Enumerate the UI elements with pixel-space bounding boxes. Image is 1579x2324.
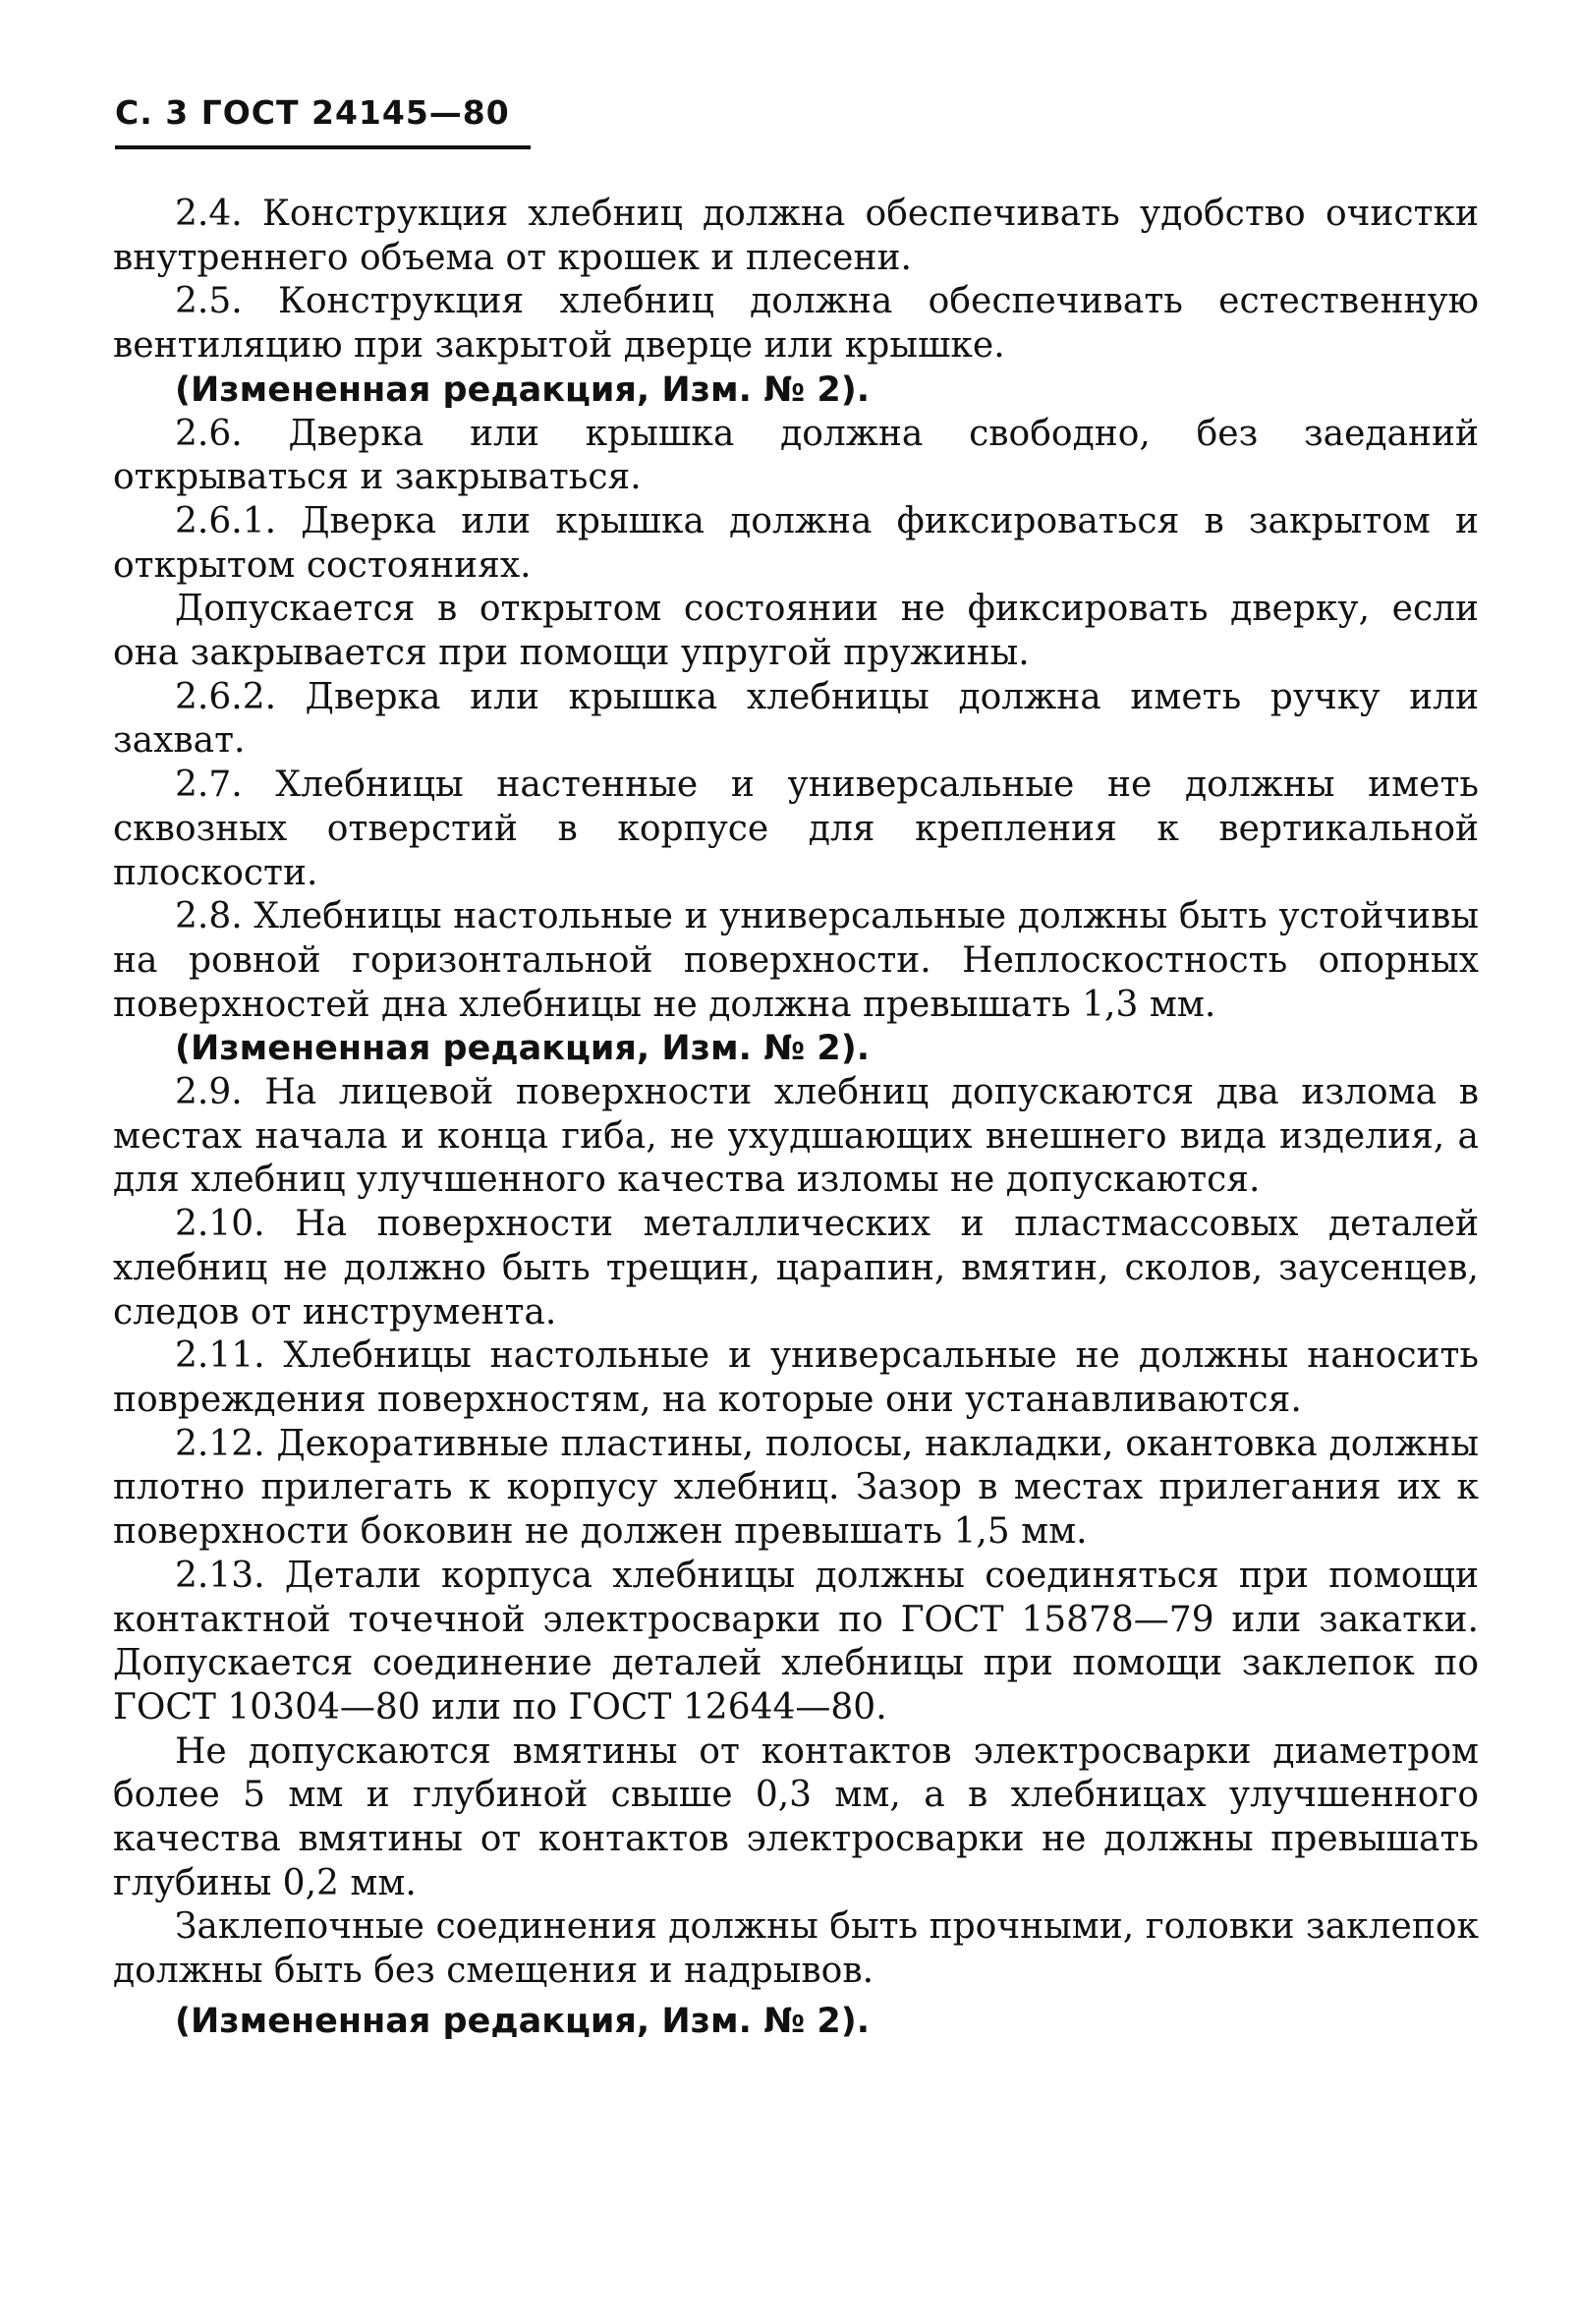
clause-2-6-1: 2.6.1. Дверка или крышка должна фиксироваться в закрытом и открытом состояниях.: [113, 500, 1479, 586]
clause-2-7: 2.7. Хлебницы настенные и универсальные не должны иметь сквозных отверстий в корпусе для крепления к вертикальной плоскости.: [113, 765, 1479, 893]
clause-2-6-2: 2.6.2. Дверка или крышка хлебницы должна иметь ручку или захват.: [113, 676, 1479, 762]
page-header: С. 3 ГОСТ 24145—80: [115, 93, 510, 132]
clause-2-13-dents: Не допускаются вмятины от контактов электросварки диаметром более 5 мм и глубиной свыше 0,3 мм, а в хлебницах улучшенного качества вмятины от контактов электросварки не должны превышать глубины 0,2 мм.: [113, 1730, 1479, 1903]
document-body: [113, 193, 1479, 2044]
clause-2-13-rivets: Заклепочные соединения должны быть прочными, головки заклепок должны быть без смещения и надрывов.: [113, 1906, 1479, 1992]
clause-2-6-1-note: Допускается в открытом состоянии не фиксировать дверку, если она закрывается при помощи упругой пружины.: [113, 589, 1479, 674]
clause-2-4: 2.4. Конструкция хлебниц должна обеспечивать удобство очистки внутреннего объема от крошек и плесени.: [113, 194, 1479, 278]
amendment-note: (Измененная редакция, Изм. № 2).: [175, 2001, 871, 2041]
clause-2-5: 2.5. Конструкция хлебниц должна обеспечивать естественную вентиляцию при закрытой дверце или крышке.: [113, 281, 1479, 367]
clause-2-13: 2.13. Детали корпуса хлебницы должны соединяться при помощи контактной точечной электросварки по ГОСТ 15878—79 или закатки. Допускается соединение деталей хлебницы при помощи заклепок по ГОСТ 10304—80 или по ГОСТ 12644—80.: [113, 1555, 1479, 1728]
header-rule: [115, 145, 531, 149]
clause-2-12: 2.12. Декоративные пластины, полосы, накладки, окантовка должны плотно прилегать к корпусу хлебниц. Зазор в местах прилегания их к поверхности боковин не должен превышать 1,5 мм.: [113, 1423, 1479, 1553]
amendment-note: (Измененная редакция, Изм. № 2).: [175, 1029, 871, 1069]
clause-2-10: 2.10. На поверхности металлических и пластмассовых деталей хлебниц не должно быть трещин, царапин, вмятин, сколов, заусенцев, следов от инструмента.: [113, 1204, 1479, 1332]
clause-2-6: 2.6. Дверка или крышка должна свободно, без заеданий открываться и закрываться.: [113, 413, 1479, 498]
clause-2-8: 2.8. Хлебницы настольные и универсальные должны быть устойчивы на ровной горизонтальной поверхности. Неплоскостность опорных поверхностей дна хлебницы не должна превышать 1,3 мм.: [113, 896, 1479, 1025]
clause-2-9: 2.9. На лицевой поверхности хлебниц допускаются два излома в местах начала и конца гиба, не ухудшающих внешнего вида изделия, а для хлебниц улучшенного качества изломы не допускаются.: [113, 1072, 1479, 1201]
clause-2-11: 2.11. Хлебницы настольные и универсальные не должны наносить повреждения поверхностям, на которые они устанавливаются.: [113, 1335, 1479, 1420]
amendment-note: (Измененная редакция, Изм. № 2).: [175, 369, 871, 410]
